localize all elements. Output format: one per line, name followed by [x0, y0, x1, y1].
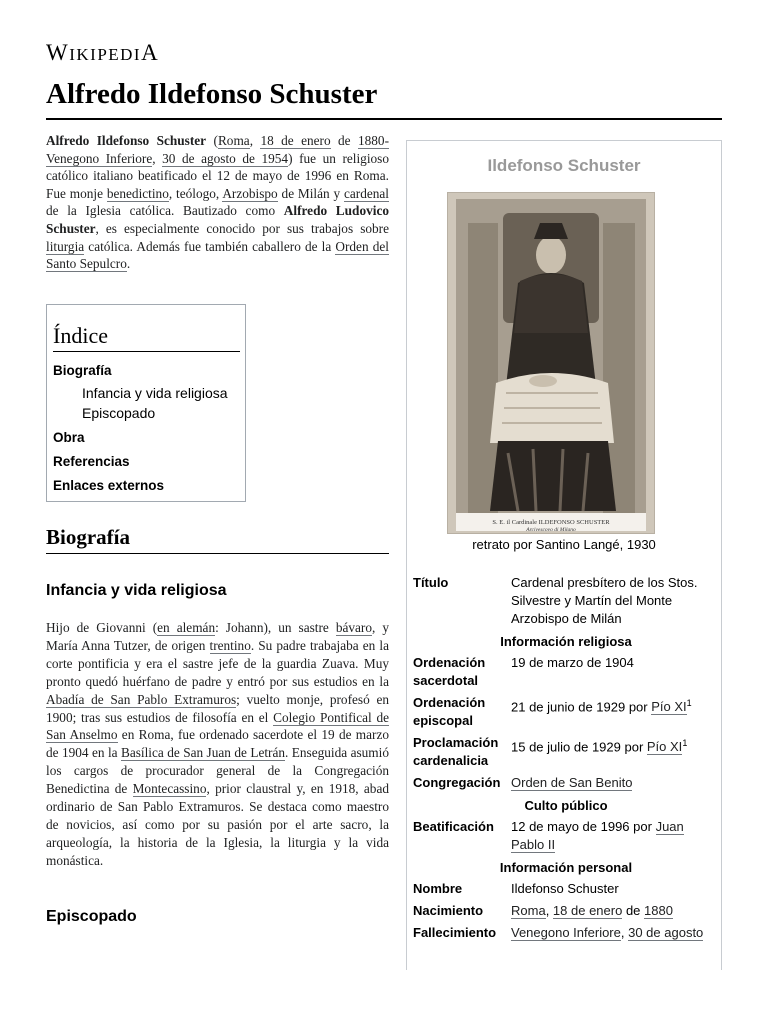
intro-text: de	[330, 133, 358, 148]
logo-small-caps: IKIPEDI	[69, 45, 142, 64]
infobox-section-label: Información personal	[499, 860, 633, 875]
subsection-heading-infancia: Infancia y vida religiosa	[46, 582, 227, 599]
infobox	[406, 140, 722, 970]
link-venegono[interactable]: 1880-Venegono Inferiore	[46, 133, 390, 166]
link-bavaro[interactable]: bávaro	[335, 620, 373, 635]
body-text: , y María Anna Tutzer, de origen	[46, 620, 389, 653]
infobox-value: Ildefonso Schuster	[511, 881, 619, 896]
infobox-value: 19 de marzo de 1904	[511, 655, 634, 670]
photo-caption: retrato por Santino Langé, 1930	[472, 537, 656, 552]
link-pio-xi[interactable]: Pío XI	[646, 739, 683, 755]
infobox-key: Beatificación	[413, 819, 494, 834]
section-heading-biografia: Biografía	[46, 524, 389, 554]
infobox-key: Ordenación sacerdotal	[413, 655, 486, 688]
intro-text: , teólogo,	[168, 185, 223, 201]
intro-text: ,	[152, 150, 163, 166]
body-text: Hijo de Giovanni (	[46, 620, 158, 635]
infobox-value-text: de	[622, 903, 645, 918]
infobox-key: Título	[413, 575, 449, 590]
infobox-key: Congregación	[413, 775, 501, 790]
link-roma[interactable]: Roma	[511, 903, 546, 918]
infobox-key: Proclamación cardenalicia	[413, 735, 499, 768]
infobox-section-label: Información religiosa	[500, 634, 632, 649]
infobox-title: Ildefonso Schuster	[487, 156, 641, 175]
infobox-row-congregacion	[413, 773, 719, 795]
link-pio-xi[interactable]: Pío XI	[651, 699, 687, 715]
infobox-value-text: ,	[620, 925, 629, 940]
infobox-value	[511, 923, 719, 945]
intro-text: ,	[249, 133, 261, 148]
logo-letter-a: A	[141, 40, 160, 65]
infobox-key: Fallecimiento	[413, 925, 497, 940]
infobox-value-text: 21 de junio de 1929 por	[511, 699, 652, 715]
infobox-row-fallecimiento	[413, 923, 719, 945]
infobox-row-nacimiento	[413, 901, 719, 923]
infobox-value	[511, 901, 719, 923]
infobox-value	[511, 693, 719, 733]
link-orden-san-benito[interactable]: Orden de San Benito	[511, 775, 633, 790]
link-en-aleman[interactable]: en alemán	[157, 620, 216, 635]
body-text: en Roma, fue ordenado sacerdote el 19 de marzo de 1904 en la	[46, 727, 389, 761]
body-text: . Enseguida asumió los cargos de procurador general de la Congregación Benedictina de	[46, 745, 389, 797]
infobox-row-ordenacion-sacerdotal	[413, 653, 719, 693]
toc-item-biografia[interactable]: Biografía	[53, 363, 112, 378]
body-text: . Su padre trabajaba en la corte pontificia y era el sastre jefe de la guardia Zuava. Muy pronto quedó huérfano de padre y entró por sus estudios en la	[46, 637, 389, 689]
infobox-key: Nacimiento	[413, 903, 484, 918]
photo-sublabel: Arcivescovo di Milano	[526, 527, 576, 533]
infobox-value: Cardenal presbítero de los Stos. Silvestre y Martín del Monte Arzobispo de Milán	[511, 575, 698, 626]
toc-item-enlaces[interactable]: Enlaces externos	[53, 478, 165, 493]
link-juan-pablo-ii[interactable]: Juan Pablo II	[511, 819, 684, 852]
infobox-row-titulo	[413, 573, 719, 631]
link-venegono[interactable]: Venegono Inferiore	[511, 925, 621, 940]
link-1880[interactable]: 1880	[644, 903, 673, 918]
logo-letter-w: W	[46, 40, 70, 65]
infobox-row-proclamacion	[413, 733, 719, 773]
wikipedia-logo[interactable]	[46, 40, 159, 66]
portrait-image	[448, 193, 654, 533]
link-benedictino[interactable]: benedictino	[106, 185, 169, 201]
link-30-agosto[interactable]: 30 de agosto	[628, 925, 704, 940]
infobox-value	[511, 733, 719, 773]
link-basilica[interactable]: Basílica de San Juan de Letrán	[120, 745, 286, 761]
infobox-section-personal	[413, 857, 719, 879]
intro-text: ) fue un religioso católico italiano beatificado el 12 de mayo de 1996 en Roma. Fue monje	[46, 150, 389, 201]
link-roma[interactable]: Roma	[217, 133, 250, 148]
infobox-value	[511, 817, 719, 857]
link-montecassino[interactable]: Montecassino	[132, 781, 207, 797]
link-arzobispo[interactable]: Arzobispo	[222, 185, 278, 201]
reference-1[interactable]: 1	[682, 738, 688, 748]
link-18-enero[interactable]: 18 de enero	[260, 133, 331, 148]
infobox-value-text: 12 de mayo de 1996 por	[511, 819, 656, 834]
link-liturgia[interactable]: liturgia	[46, 238, 85, 254]
infobox-row-beatificacion	[413, 817, 719, 857]
infobox-value-text: ,	[545, 903, 553, 918]
link-trentino[interactable]: trentino	[209, 637, 251, 653]
toc-item-obra[interactable]: Obra	[53, 430, 85, 445]
toc-title: Índice	[53, 323, 240, 352]
link-18-enero[interactable]: 18 de enero	[552, 903, 623, 918]
infobox-section-religiosa	[413, 631, 719, 653]
infobox-value-text: 15 de julio de 1929 por	[511, 739, 647, 755]
link-cardenal[interactable]: cardenal	[343, 185, 389, 201]
subsection-heading-episcopado: Episcopado	[46, 908, 137, 925]
infobox-section-label: Culto público	[524, 798, 608, 813]
intro-text: católica. Además fue también caballero de la	[84, 238, 336, 254]
infobox-key: Ordenación episcopal	[413, 695, 486, 728]
infobox-table	[413, 573, 719, 945]
toc-item-infancia[interactable]: Infancia y vida religiosa	[82, 385, 228, 401]
link-orden-santo-sepulcro[interactable]: Orden del Santo Sepulcro	[46, 238, 389, 272]
link-colegio[interactable]: Colegio Pontifical de San Anselmo	[46, 709, 389, 743]
reference-1[interactable]: 1	[686, 698, 692, 708]
body-text: : Johann), un sastre	[215, 620, 336, 635]
intro-bold-ludovico: Alfredo Ludovico Schuster	[46, 203, 389, 236]
intro-text: , es especialmente conocido por sus trabajos sobre	[95, 220, 389, 236]
link-30-agosto[interactable]: 30 de agosto de 1954	[162, 150, 289, 166]
intro-bold-name: Alfredo Ildefonso Schuster	[46, 133, 207, 148]
infobox-value	[511, 773, 719, 795]
page-title: Alfredo Ildefonso Schuster	[46, 76, 722, 120]
portrait-photo[interactable]	[447, 192, 655, 534]
intro-text: .	[126, 256, 131, 272]
intro-text: (	[206, 133, 218, 148]
intro-text: de la Iglesia católica. Bautizado como	[46, 203, 284, 219]
toc-item-referencias[interactable]: Referencias	[53, 454, 130, 469]
link-abadia[interactable]: Abadía de San Pablo Extramuros	[46, 691, 237, 707]
toc-item-episcopado[interactable]: Episcopado	[82, 405, 156, 421]
infobox-row-nombre	[413, 879, 719, 901]
body-text: ; vuelto monje, profesó en 1900; tras sus estudios de filosofía en el	[46, 691, 390, 725]
intro-paragraph	[46, 132, 389, 273]
intro-text: de Milán y	[277, 185, 344, 201]
photo-label: S. E. il Cardinale ILDEFONSO SCHUSTER	[492, 519, 610, 526]
table-of-contents	[46, 304, 246, 502]
infancia-paragraph	[46, 619, 389, 870]
infobox-section-culto	[413, 795, 719, 817]
body-text: , prior claustral y, en 1918, abad ordinario de San Pablo Extramuros. Se destaca como maestro de novicios, así como por su pasión por el arte sacro, la arqueología, la historia de la Iglesia, la liturgia y la vida monástica.	[46, 781, 390, 868]
infobox-row-ordenacion-episcopal	[413, 693, 719, 733]
infobox-key: Nombre	[413, 881, 463, 896]
